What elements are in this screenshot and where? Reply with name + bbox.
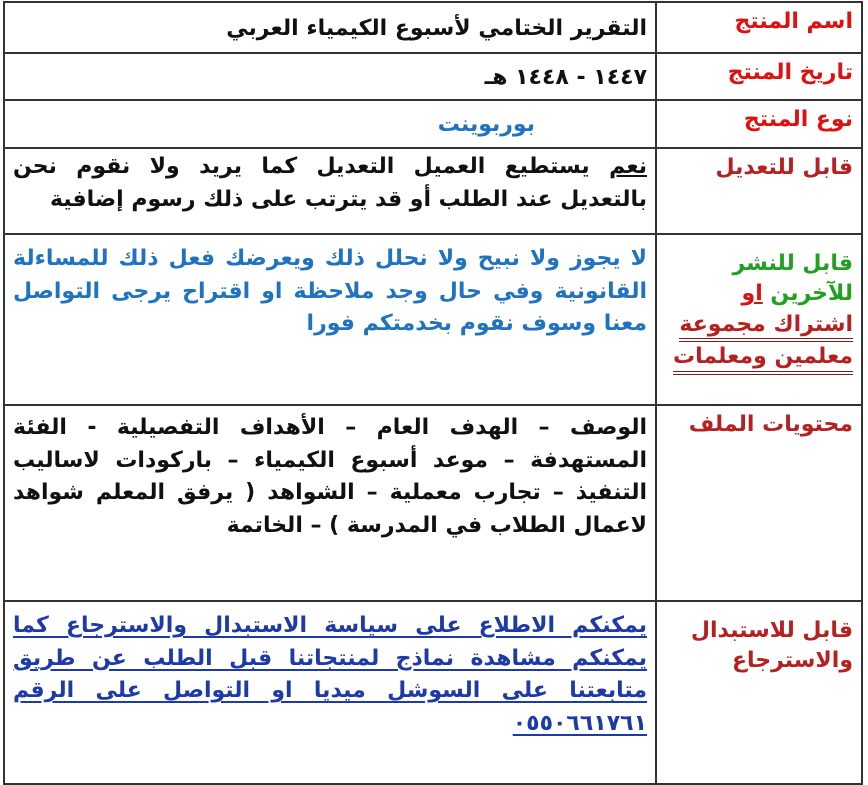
row-product-name xyxy=(4,2,862,53)
label-exchange-line2: والاسترجاع xyxy=(731,648,853,674)
value-file-contents: الوصف – الهدف العام – الأهداف التفصيلية - الفئة المستهدفة – موعد أسبوع الكيمياء – باركودات لاساليب التنفيذ – تجارب معملية – الشواهد ( يرفق المعلم شواهد لاعمال الطلاب في المدرسة ) – الخاتمة xyxy=(4,405,656,601)
value-editable-text: يستطيع العميل التعديل كما يريد ولا نقوم نحن بالتعديل عند الطلب أو قد يترتب على ذلك رسوم إضافية xyxy=(13,154,647,212)
label-editable: قابل للتعديل xyxy=(656,148,862,234)
value-product-type xyxy=(4,100,656,148)
value-exchange-text: يمكنكم الاطلاع على سياسة الاستبدال والاسترجاع كما يمكنكم مشاهدة نماذج لمنتجاتنا قبل الطلب عن طريق متابعتنا على السوشل ميديا او التواصل على الرقم ٠٥٥٠٦٦١٧٦١ xyxy=(13,613,647,736)
value-exchange-return xyxy=(4,601,656,784)
label-publishable-or: او xyxy=(741,281,763,307)
label-publishable-line2 xyxy=(665,279,853,309)
label-exchange-line1: قابل للاستبدال xyxy=(690,618,853,643)
product-info-table xyxy=(3,1,863,785)
row-editable xyxy=(4,148,862,234)
label-exchange-return xyxy=(656,601,862,784)
value-editable-yes: نعم xyxy=(609,154,647,179)
label-product-type: نوع المنتج xyxy=(656,100,862,148)
label-publishable-line3: اشتراك مجموعة xyxy=(665,310,853,343)
label-product-date: تاريخ المنتج xyxy=(656,53,862,100)
label-publishable-line4: معلمين ومعلمات xyxy=(665,342,853,375)
row-file-contents xyxy=(4,405,862,601)
label-file-contents: محتويات الملف xyxy=(656,405,862,601)
value-editable xyxy=(4,148,656,234)
value-publishable: لا يجوز ولا نبيح ولا نحلل ذلك ويعرضك فعل ذلك للمساءلة القانونية وفي حال وجد ملاحظة او اقتراح يرجى التواصل معنا وسوف نقوم بخدمتكم فورا xyxy=(4,234,656,405)
row-publishable xyxy=(4,234,862,405)
value-product-date: ١٤٤٧ - ١٤٤٨ هـ xyxy=(4,53,656,100)
row-product-date xyxy=(4,53,862,100)
label-publishable-line1: قابل للنشر xyxy=(732,251,853,276)
value-product-type-text: بوربوينت xyxy=(437,112,535,137)
value-product-name: التقرير الختامي لأسبوع الكيمياء العربي xyxy=(4,2,656,53)
row-exchange-return xyxy=(4,601,862,784)
label-publishable xyxy=(656,234,862,405)
label-product-name: اسم المنتج xyxy=(656,2,862,53)
label-publishable-others: للآخرين xyxy=(762,281,853,307)
row-product-type xyxy=(4,100,862,148)
